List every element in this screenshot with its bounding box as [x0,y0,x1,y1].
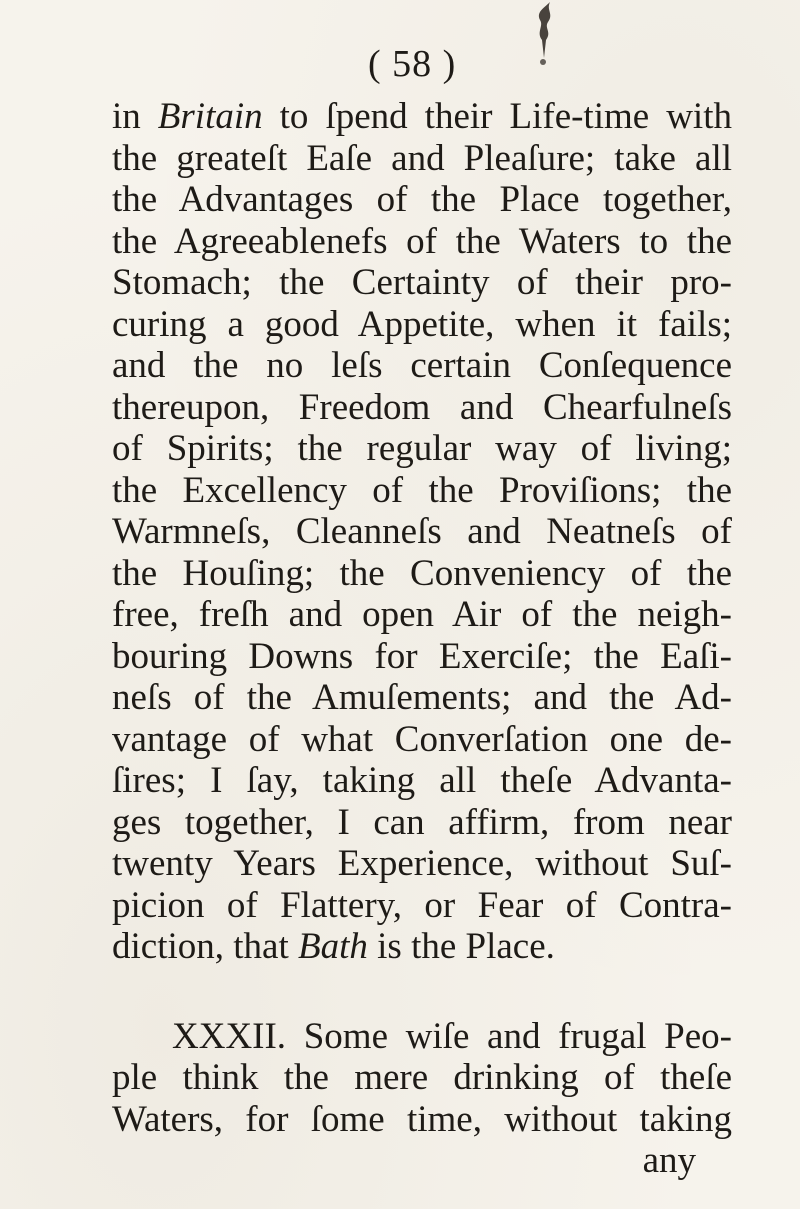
text-line [112,138,732,180]
paragraph-2 [112,1016,732,1141]
text-line [112,719,732,761]
text-segment: the Excellency of the Proviſions; the [112,469,732,511]
text-segment: diction, that [112,926,298,967]
text-line [112,885,732,927]
text-line [112,677,732,719]
text-segment: in [112,96,158,137]
text-line [112,511,732,553]
text-line [112,221,732,263]
text-segment: Warmneſs, Cleanneſs and Neatneſs of [112,511,732,552]
text-segment: ſires; I ſay, taking all theſe Advanta- [112,760,732,801]
text-segment: curing a good Appetite, when it fails; [112,303,732,345]
text-segment: twenty Years Experience, without Suſ- [112,843,732,884]
page-number: ( 58 ) [368,43,457,85]
paragraph-1 [112,96,732,968]
text-line [112,428,732,470]
text-segment: Stomach; the Certainty of their pro- [112,262,732,303]
text-segment: and the no leſs certain Conſequence [112,345,732,386]
text-segment: the greateſt Eaſe and Pleaſure; take all [112,137,732,179]
text-line [112,345,732,387]
text-line [112,304,732,346]
text-line [112,802,732,844]
text-line [112,470,732,512]
text-line: Waters, for ſome time, without taking [112,1098,732,1140]
text-line: XXXII. Some wiſe and frugal Peo- [172,1015,732,1057]
text-line [112,926,732,968]
text-line [112,262,732,304]
text-line [112,96,732,138]
body-text [112,96,732,1182]
text-segment: of Spirits; the regular way of living; [112,428,732,469]
text-segment: neſs of the Amuſements; and the Ad- [112,677,732,718]
italic-segment: Bath [298,926,368,967]
text-line [112,387,732,429]
text-segment: the Agreeablenefs of the Waters to the [112,220,732,262]
text-segment: vantage of what Converſation one de- [112,718,732,760]
text-segment: bouring Downs for Exerciſe; the Eaſi- [112,635,732,677]
text-segment: ges together, I can affirm, from near [112,801,732,843]
text-segment: thereupon, Freedom and Chearfulneſs [112,386,732,428]
text-segment: free, freſh and open Air of the neigh- [112,594,732,635]
text-line [112,636,732,678]
paragraph-gap [112,968,732,1016]
text-line [112,179,732,221]
text-segment: picion of Flattery, or Fear of Contra- [112,884,732,926]
text-line: ple think the mere drinking of theſe [112,1057,732,1098]
text-segment: the Advantages of the Place together, [112,179,732,220]
text-line [112,553,732,595]
text-line [112,760,732,802]
text-segment: is the Place. [367,926,555,967]
text-line [112,843,732,885]
italic-segment: Britain [157,96,263,137]
text-segment: to ſpend their Life-time with [262,96,732,137]
text-line [112,594,732,636]
printer-ornament-icon [528,0,558,70]
text-segment: the Houſing; the Conveniency of the [112,552,732,594]
catchword: any [642,1140,696,1181]
